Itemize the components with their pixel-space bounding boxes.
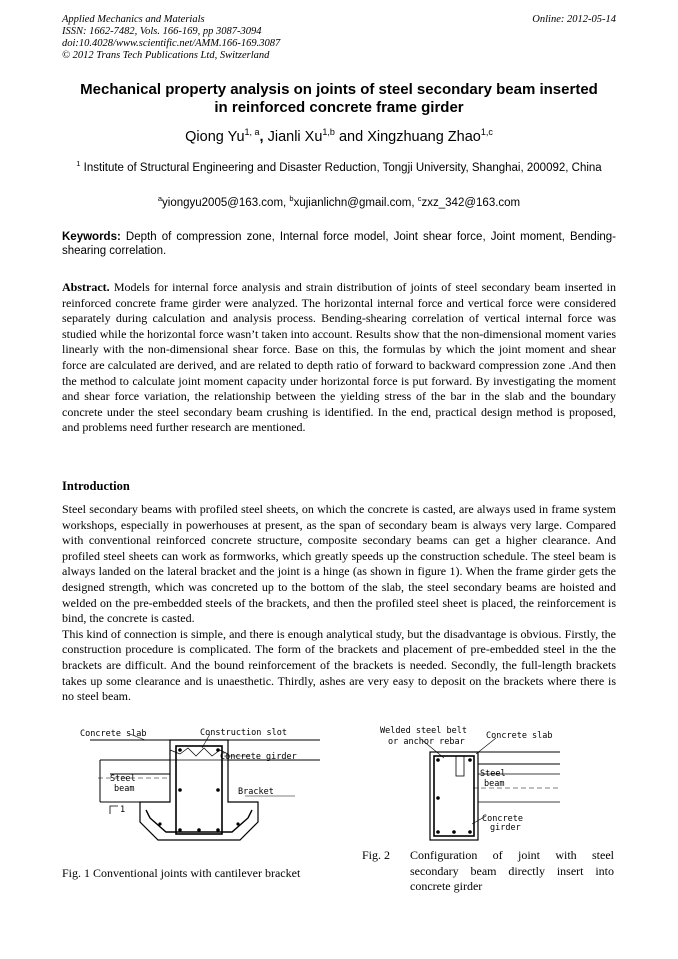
label-bracket: Bracket (238, 787, 274, 797)
author-sup: 1, a (244, 127, 260, 137)
affiliation (62, 156, 616, 176)
introduction-paragraph: This kind of connection is simple, and there is enough analytical study, but the disadvantage is obvious. Firstly, the construction procedure is complicated. The form of the brackets and placement of pre-embedded steel in the the brackets are difficult. And the bound reinforcement of the brackets is needed. Secondly, the full-length brackets takes up some clearance and is unaesthetic. Thirdly, ashes are very easy to deposit on the brackets where there is no steel beam. (62, 626, 616, 704)
label-section-mark: 1 (120, 805, 126, 815)
label-concrete: Concrete (482, 814, 523, 824)
email-list (62, 194, 616, 209)
stirrup-rebar (176, 746, 222, 834)
label-concrete-girder: Concrete girder (220, 752, 297, 762)
email-address[interactable]: zxz_342@163.com (421, 196, 521, 209)
section-mark-line (110, 806, 118, 814)
abstract (62, 280, 616, 436)
author-separator: , (259, 128, 268, 145)
keywords (62, 230, 616, 258)
figure-2-caption-text: Configuration of joint with steel secondary beam directly insert into concrete girder (410, 848, 614, 893)
journal-issn: ISSN: 1662-7482, Vols. 166-169, pp 3087-3094 (62, 26, 262, 37)
girder-outline (430, 752, 478, 840)
author-list (62, 127, 616, 145)
author-sup: 1,b (322, 127, 335, 137)
email-sup: c (417, 194, 422, 203)
paper-title (62, 81, 616, 117)
section-heading-introduction: Introduction (62, 479, 130, 493)
email-separator: , (283, 196, 290, 209)
figure-2-drawing (378, 724, 568, 846)
figure-2-caption-label: Fig. 2 (362, 848, 391, 862)
label-beam: beam (484, 779, 505, 789)
email-address[interactable]: xujianlichn@gmail.com (293, 196, 412, 209)
figure-2-caption (362, 848, 614, 895)
rebar-dots (436, 758, 472, 834)
online-date: Online: 2012-05-14 (532, 14, 616, 25)
author-name: Qiong Yu (185, 128, 245, 145)
title-line-2: in reinforced concrete frame girder (214, 99, 464, 116)
steel-belt (456, 756, 464, 776)
affiliation-sup: 1 (76, 159, 81, 168)
journal-copyright: © 2012 Trans Tech Publications Ltd, Switzerland (62, 50, 270, 61)
label-steel: Steel (110, 774, 136, 784)
label-welded-belt-2: or anchor rebar (388, 737, 465, 747)
label-concrete-slab: Concrete slab (80, 729, 147, 739)
journal-doi: doi:10.4028/www.scientific.net/AMM.166-169.3087 (62, 38, 281, 49)
figure-1-caption: Fig. 1 Conventional joints with cantilever bracket (62, 866, 301, 880)
email-separator: , (411, 196, 418, 209)
title-line-1: Mechanical property analysis on joints of steel secondary beam inserted (80, 81, 598, 98)
introduction-paragraph: Steel secondary beams with profiled steel sheets, on which the concrete is casted, are always used in frame system workshops, especially in powerhouses at present, as the span of secondary beam is always very large. Compared with conventional reinforced concrete structure, composite secondary beams can get a higher clearance. And profiled steel sheets can work as formworks, which greatly speeds up the construction schedule. The steel beam is always landed on the lateral bracket and the joint is a hinge (as shown in figure 1). When the frame girder gets the designed strength, which was concreted up to the bottom of the slab, the steel secondary beams are hoisted and welded on the pre-embedded steels of the brackets, and then the profiled steel sheet is placed, the reinforcement is bind, the concrete is casted. (62, 502, 616, 626)
keywords-text: Depth of compression zone, Internal force model, Joint shear force, Joint moment, Bending-shearing correlation. (62, 231, 616, 257)
label-concrete-slab: Concrete slab (486, 731, 553, 741)
figure-1-drawing (70, 726, 340, 854)
author-name: Jianli Xu (267, 128, 323, 145)
affiliation-text: Institute of Structural Engineering and Disaster Reduction, Tongji University, Shanghai, 200092, China (83, 161, 602, 174)
email-address[interactable]: yiongyu2005@163.com (162, 196, 284, 209)
email-sup: a (157, 194, 163, 203)
introduction-body (62, 502, 616, 705)
abstract-label: Abstract. (62, 280, 110, 294)
journal-header (62, 14, 280, 62)
author-name: Xingzhuang Zhao (367, 128, 481, 145)
label-beam: beam (114, 784, 135, 794)
journal-name: Applied Mechanics and Materials (62, 14, 205, 25)
label-welded-belt-1: Welded steel belt (380, 726, 467, 736)
label-girder: girder (490, 823, 521, 833)
stirrup-rebar (434, 756, 474, 836)
author-separator: and (334, 128, 368, 145)
label-construction-slot: Construction slot (200, 728, 287, 738)
keywords-label: Keywords: (62, 231, 121, 243)
abstract-text: Models for internal force analysis and strain distribution of joints of steel secondary beam inserted in reinforced concrete frame girder were analyzed. The horizontal internal force and vertical force were considered separately during calculation and analysis process. Bending-shearing correlation of vertical internal force was studied while the horizontal force wasn’t taken into account. Results show that the non-dimensional moment varies linearly with the non-dimensional shear force. Base on this, the formulas by which the joint moment and shear force are calculated are derived, and are related to depth ratio of forward to backward compression zone .And then the method to calculate joint moment capacity under horizontal force is put forward. By investigating the moment and shear force variation, the relationship between the yielding stress of the bar in the slab and the boundary concrete under the steel secondary beam crushing is identified. In the end, practical design method is proposed, and problems need further research are mentioned. (62, 280, 617, 435)
author-sup: 1,c (480, 127, 493, 137)
email-sup: b (289, 194, 294, 203)
label-steel: Steel (480, 769, 506, 779)
